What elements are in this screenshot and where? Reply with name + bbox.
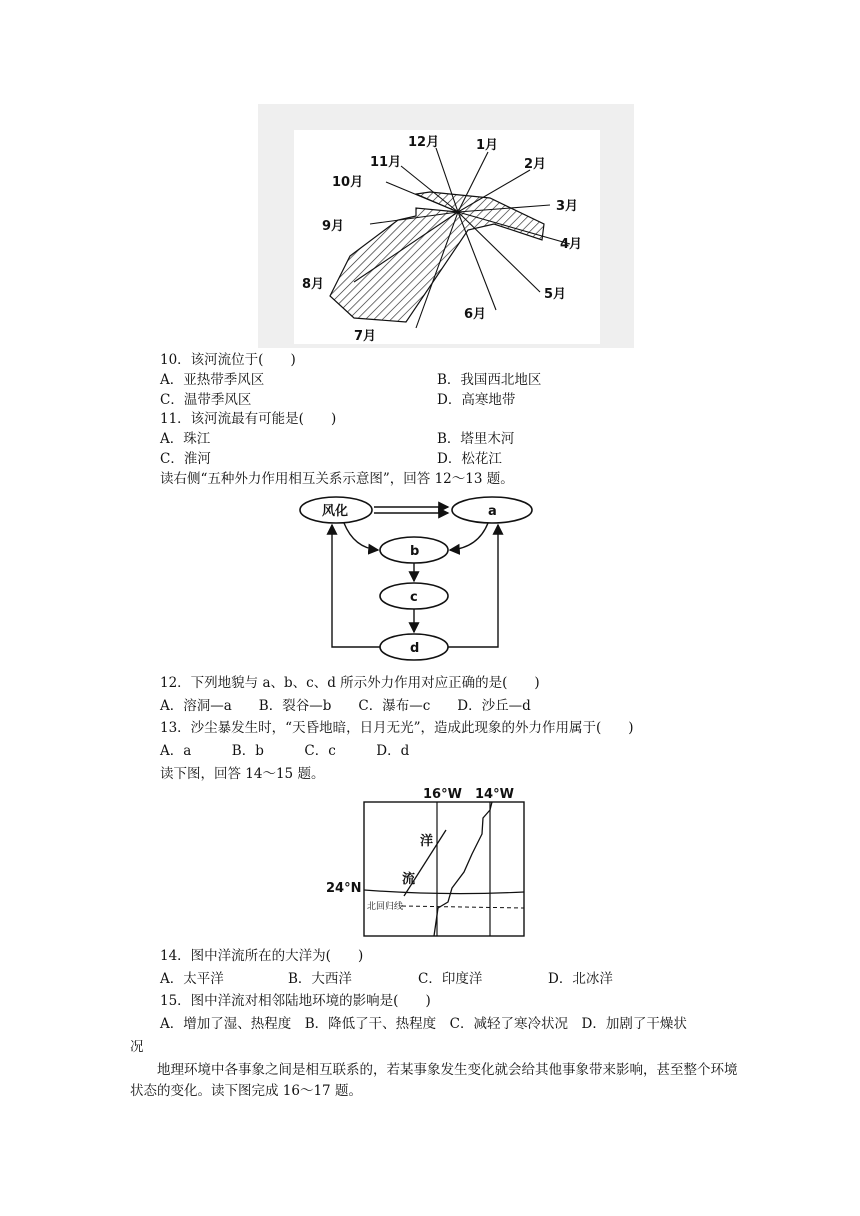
label-c: c <box>410 590 418 605</box>
q15-options-wrap: 况 <box>130 1039 144 1055</box>
q11-option-b: B．塔里木河 <box>437 431 515 447</box>
paragraph-16-17: 地理环境中各事象之间是相互联系的，若某事象发生变化就会给其他事象带来影响，甚至整个环境状态的变化。读下图完成 16～17 题。 <box>130 1062 738 1099</box>
month-label-12: 12月 <box>408 135 440 150</box>
month-label-4: 4月 <box>560 237 583 252</box>
label-weathering: 风化 <box>322 504 349 519</box>
q10-option-d: D．高寒地带 <box>437 392 516 408</box>
label-b: b <box>410 544 420 559</box>
q14-option-a: A．太平洋 <box>160 971 224 987</box>
q11-option-a: A．珠江 <box>160 431 211 447</box>
q13-options: A．a B．b C．c D．d <box>160 743 410 759</box>
q11-stem: 11．该河流最有可能是( ) <box>160 411 337 427</box>
external-forces-diagram <box>292 490 576 670</box>
q12-options: A．溶洞—a B．裂谷—b C．瀑布—c D．沙丘—d <box>160 698 531 714</box>
label-24n: 24°N <box>326 881 362 896</box>
label-14w: 14°W <box>475 787 514 802</box>
month-label-7: 7月 <box>354 329 377 344</box>
month-label-6: 6月 <box>464 307 487 322</box>
label-tropic: 北回归线 <box>367 902 404 912</box>
q11-option-c: C．淮河 <box>160 451 211 467</box>
q12-stem: 12．下列地貌与 a、b、c、d 所示外力作用对应正确的是( ) <box>160 675 540 691</box>
q14-option-c: C．印度洋 <box>418 971 483 987</box>
month-label-9: 9月 <box>322 219 345 234</box>
label-ocean-char: 洋 <box>420 834 434 849</box>
q15-stem: 15．图中洋流对相邻陆地环境的影响是( ) <box>160 993 431 1009</box>
runoff-rose-diagram <box>258 104 634 348</box>
q10-option-c: C．温带季风区 <box>160 392 252 408</box>
month-label-1: 1月 <box>476 138 499 153</box>
q11-option-d: D．松花江 <box>437 451 502 467</box>
q10-option-b: B．我国西北地区 <box>437 372 542 388</box>
label-d: d <box>410 641 420 656</box>
q14-option-d: D．北冰洋 <box>548 971 613 987</box>
q10-option-a: A．亚热带季风区 <box>160 372 265 388</box>
ocean-current-map <box>320 784 530 938</box>
label-a: a <box>488 504 497 519</box>
label-current-char: 流 <box>402 872 416 887</box>
q15-options: A．增加了湿、热程度 B．降低了干、热程度 C．减轻了寒冷状况 D．加剧了干燥状 <box>160 1016 687 1032</box>
q14-stem: 14．图中洋流所在的大洋为( ) <box>160 948 364 964</box>
label-16w: 16°W <box>423 787 462 802</box>
month-label-5: 5月 <box>544 287 567 302</box>
q13-stem: 13．沙尘暴发生时，“天昏地暗，日月无光”，造成此现象的外力作用属于( ) <box>160 720 634 736</box>
month-label-2: 2月 <box>524 157 547 172</box>
intro-14-15: 读下图，回答 14～15 题。 <box>160 766 325 782</box>
intro-12-13: 读右侧“五种外力作用相互关系示意图”，回答 12～13 题。 <box>160 471 514 487</box>
q14-option-b: B．大西洋 <box>288 971 352 987</box>
month-label-11: 11月 <box>370 155 402 170</box>
month-label-10: 10月 <box>332 175 364 190</box>
q10-stem: 10．该河流位于( ) <box>160 352 296 368</box>
month-label-3: 3月 <box>556 199 579 214</box>
map-frame <box>364 802 524 936</box>
month-label-8: 8月 <box>302 277 325 292</box>
